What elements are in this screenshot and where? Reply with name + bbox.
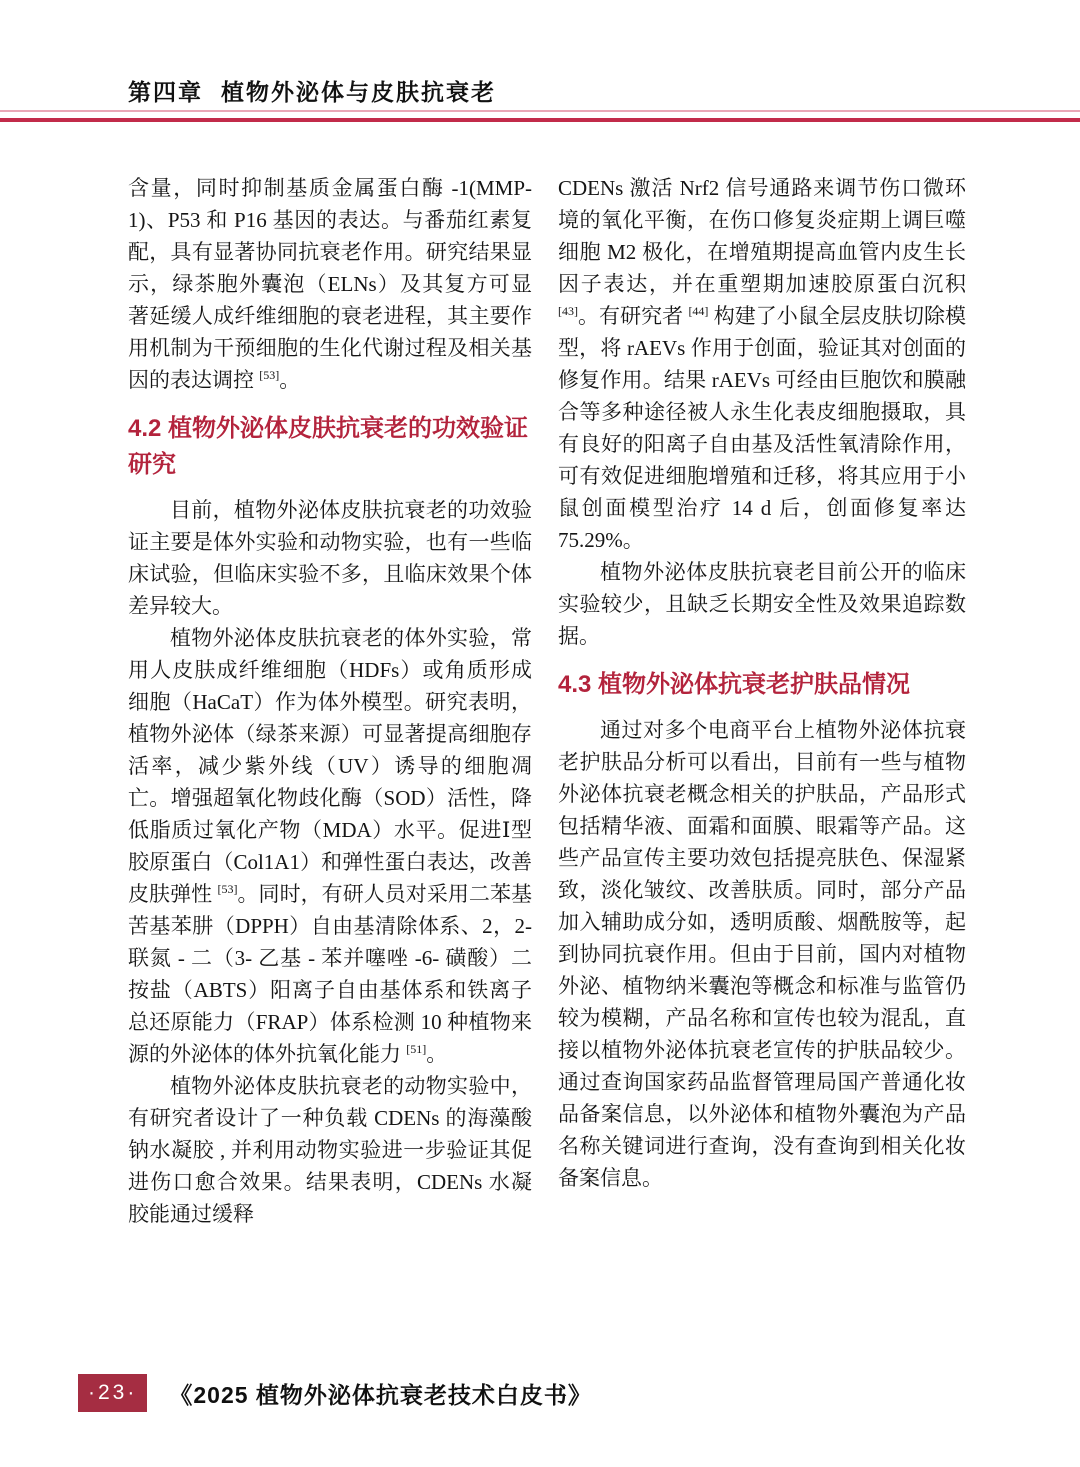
left-column [128, 172, 532, 1230]
section-heading-4-2: 4.2 植物外泌体皮肤抗衰老的功效验证研究 [128, 415, 529, 478]
paragraph-continuation: 含量，同时抑制基质金属蛋白酶 -1(MMP-1)、P53 和 P16 基因的表达。与番茄红素复配，具有显著协同抗衰老作用。研究结果显示，绿茶胞外囊泡（ELNs）及其复方可显著延缓人成纤维细胞的衰老进程，其主要作用机制为干预细胞的生化代谢过程及相关基因的表达调控 [53]。 [128, 176, 532, 392]
chapter-title: 植物外泌体与皮肤抗衰老 [221, 80, 496, 105]
book-title: 《2025 植物外泌体抗衰老技术白皮书》 [169, 1381, 592, 1408]
chapter-header [128, 74, 496, 107]
paragraph-overview: 目前，植物外泌体皮肤抗衰老的功效验证主要是体外实验和动物实验，也有一些临床试验，但临床实验不多，且临床效果个体差异较大。 [128, 498, 532, 618]
header-rule-thick [0, 118, 1080, 122]
page-number-badge: ·23· [78, 1374, 147, 1412]
header-rule-thin [0, 110, 1080, 112]
paragraph-clinical: 植物外泌体皮肤抗衰老目前公开的临床实验较少，且缺乏长期安全性及效果追踪数据。 [558, 560, 966, 648]
page-footer [78, 1374, 592, 1412]
paragraph-animal: 植物外泌体皮肤抗衰老的动物实验中，有研究者设计了一种负载 CDENs 的海藻酸钠水凝胶 , 并利用动物实验进一步验证其促进伤口愈合效果。结果表明，CDENs 水凝胶能通过缓释 [128, 1074, 532, 1226]
paragraph-invitro: 植物外泌体皮肤抗衰老的体外实验，常用人皮肤成纤维细胞（HDFs）或角质形成细胞（HaCaT）作为体外模型。研究表明，植物外泌体（绿茶来源）可显著提高细胞存活率，减少紫外线（UV）诱导的细胞凋亡。增强超氧化物歧化酶（SOD）活性，降低脂质过氧化产物（MDA）水平。促进Ⅰ型胶原蛋白（Col1A1）和弹性蛋白表达，改善皮肤弹性 [53]。同时，有研人员对采用二苯基苦基苯肼（DPPH）自由基清除体系、2，2- 联氮 - 二（3- 乙基 - 苯并噻唑 -6- 磺酸）二按盐（ABTS）阳离子自由基体系和铁离子总还原能力（FRAP）体系检测 10 种植物来源的外泌体的体外抗氧化能力 [51]。 [128, 626, 533, 1066]
section-heading-4-3: 4.3 植物外泌体抗衰老护肤品情况 [558, 671, 911, 698]
right-column [558, 172, 966, 1230]
body-columns [128, 172, 966, 1230]
chapter-number: 第四章 [128, 80, 203, 105]
paragraph-products: 通过对多个电商平台上植物外泌体抗衰老护肤品分析可以看出，目前有一些与植物外泌体抗衰老概念相关的护肤品，产品形式包括精华液、面霜和面膜、眼霜等产品。这些产品宣传主要功效包括提亮肤色、保湿紧致，淡化皱纹、改善肤质。同时，部分产品加入辅助成分如，透明质酸、烟酰胺等，起到协同抗衰作用。但由于目前，国内对植物外泌、植物纳米囊泡等概念和标准与监管仍较为模糊，产品名称和宣传也较为混乱，直接以植物外泌体抗衰老宣传的护肤品较少。通过查询国家药品监督管理局国产普通化妆品备案信息，以外泌体和植物外囊泡为产品名称关键词进行查询，没有查询到相关化妆备案信息。 [558, 718, 966, 1190]
paragraph-wound-repair: CDENs 激活 Nrf2 信号通路来调节伤口微环境的氧化平衡，在伤口修复炎症期上调巨噬细胞 M2 极化，在增殖期提高血管内皮生长因子表达，并在重塑期加速胶原蛋白沉积 [43]。有研究者 [44] 构建了小鼠全层皮肤切除模型，将 rAEVs 作用于创面，验证其对创面的修复作用。结果 rAEVs 可经由巨胞饮和膜融合等多种途径被人永生化表皮细胞摄取，具有良好的阳离子自由基及活性氧清除作用，可有效促进细胞增殖和迁移，将其应用于小鼠创面模型治疗 14 d 后，创面修复率达 75.29%。 [558, 176, 967, 552]
